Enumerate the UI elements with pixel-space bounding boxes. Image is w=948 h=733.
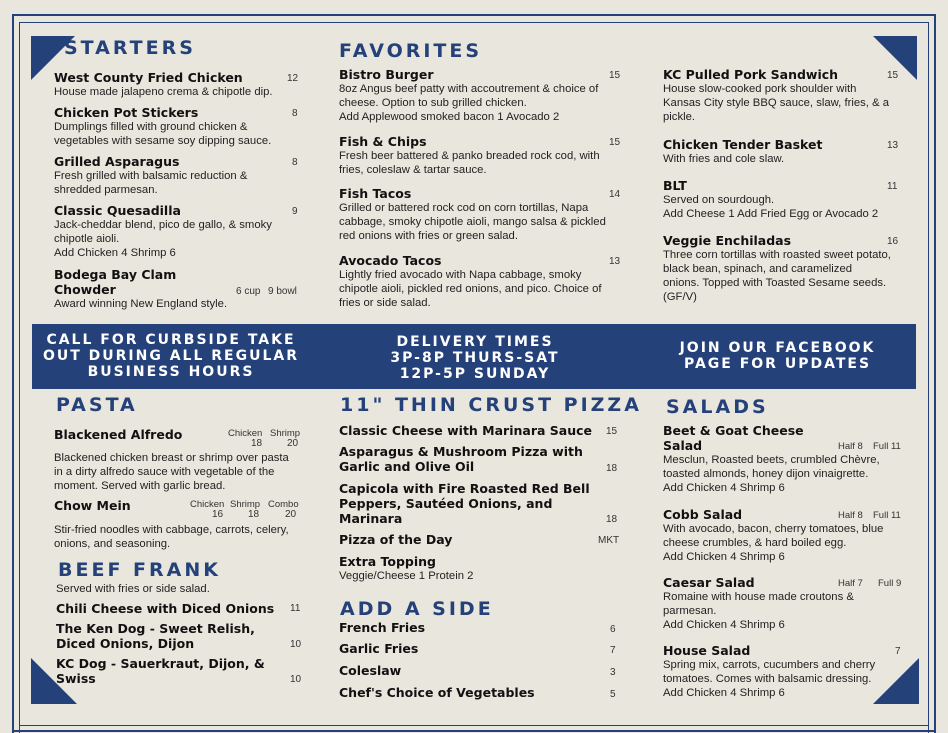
item-name: Garlic and Olive Oil — [339, 459, 475, 474]
item-desc: Add Cheese 1 Add Fried Egg or Avocado 2 — [663, 208, 879, 220]
item-desc: Stir-fried noodles with cabbage, carrots, celery, — [54, 524, 289, 536]
banner-line: DELIVERY TIMES — [396, 334, 554, 350]
item-desc: With fries and cole slaw. — [663, 153, 785, 165]
salads-title: SALADS — [666, 396, 769, 418]
item-price: 18 — [251, 438, 263, 449]
beef-frank-title: BEEF FRANK — [58, 559, 221, 581]
pizza-title: 11" THIN CRUST PIZZA — [340, 394, 642, 416]
price-half: Half 8 — [838, 510, 863, 521]
item-desc: pickle. — [663, 111, 696, 123]
item-desc: Romaine with house made croutons & — [663, 591, 854, 603]
item-name: West County Fried Chicken — [54, 70, 243, 85]
favorite-item — [339, 253, 629, 310]
item-desc: Add Chicken 4 Shrimp 6 — [54, 247, 176, 259]
item-name: Veggie Enchiladas — [663, 233, 792, 248]
item-price: 18 — [606, 463, 618, 474]
starter-item — [54, 203, 302, 260]
item-desc: Add Chicken 4 Shrimp 6 — [663, 687, 785, 699]
price-label: Shrimp — [230, 499, 261, 510]
item-price: 10 — [290, 639, 302, 650]
banner-curbside — [42, 332, 300, 380]
item-desc: parmesan. — [663, 605, 717, 617]
item-price: 8 — [292, 108, 298, 119]
item-desc: Grilled or battered rock cod on corn tortillas, Napa — [339, 202, 589, 214]
item-desc: Fresh beer battered & panko breaded rock cod, with — [339, 150, 600, 162]
item-name: KC Dog - Sauerkraut, Dijon, & — [56, 656, 265, 671]
item-desc: 8oz Angus beef patty with accoutrement & choice of — [339, 83, 599, 95]
item-price: 15 — [609, 137, 621, 148]
item-name: Chicken Pot Stickers — [54, 105, 199, 120]
pasta-title: PASTA — [56, 394, 138, 416]
item-name: Chicken Tender Basket — [663, 137, 823, 152]
favorite-item — [339, 186, 629, 243]
item-desc: Three corn tortillas with roasted sweet potato, — [663, 249, 891, 261]
price-full: Full 11 — [873, 510, 901, 521]
item-name: The Ken Dog - Sweet Relish, — [56, 621, 255, 636]
banner-line: 12P-5P SUNDAY — [399, 366, 551, 382]
item-desc: shredded parmesan. — [54, 184, 158, 196]
favorite-item — [663, 67, 903, 124]
item-desc: onions, and seasoning. — [54, 538, 171, 550]
item-name: Grilled Asparagus — [54, 154, 180, 169]
banner-line: JOIN OUR FACEBOOK — [679, 340, 876, 356]
beef-item — [56, 621, 286, 651]
pasta-desc — [54, 451, 304, 493]
item-name: Capicola with Fire Roasted Red Bell — [339, 481, 590, 496]
item-desc: Veggie/Cheese 1 Protein 2 — [339, 570, 474, 582]
item-price: 11 — [887, 181, 898, 192]
item-desc: House made jalapeno crema & chipotle dip. — [54, 86, 273, 98]
item-name: Caesar Salad — [663, 575, 755, 590]
frame-top-inner — [19, 22, 929, 23]
item-price: 20 — [285, 509, 297, 520]
frame-left-outer — [12, 14, 14, 733]
item-price-bowl: 9 bowl — [268, 286, 297, 297]
item-desc: red onions with fries or green salad. — [339, 230, 518, 242]
starter-item — [54, 105, 302, 148]
frame-bottom-outer — [12, 730, 936, 732]
pizza-item — [339, 481, 599, 526]
item-name: Cobb Salad — [663, 507, 743, 522]
item-desc: Blackened chicken breast or shrimp over pasta — [54, 452, 289, 464]
price-label: Shrimp — [270, 428, 301, 439]
item-desc: chipotle aioli. — [54, 233, 120, 245]
item-desc: toasted almonds, honey dijon vinaigrette. — [663, 468, 869, 480]
item-desc: With avocado, bacon, cherry tomatoes, blue — [663, 523, 884, 535]
item-price: 15 — [887, 70, 899, 81]
item-price: 7 — [610, 645, 616, 656]
item-desc: Add Chicken 4 Shrimp 6 — [663, 619, 785, 631]
pizza-item — [339, 554, 599, 583]
item-name: French Fries — [339, 620, 426, 635]
item-name: Diced Onions, Dijon — [56, 636, 195, 651]
pizza-item — [339, 532, 599, 547]
banner-line: 3P-8P THURS-SAT — [390, 350, 560, 366]
item-name: Chowder — [54, 282, 116, 297]
banner-line: PAGE FOR UPDATES — [683, 356, 872, 372]
item-name: Chili Cheese with Diced Onions — [56, 601, 275, 616]
item-desc: vegetables with sesame soy dipping sauce. — [54, 135, 272, 147]
frame-left-inner — [19, 22, 20, 733]
side-title: ADD A SIDE — [340, 598, 494, 620]
item-price: 9 — [292, 206, 298, 217]
item-price: 8 — [292, 157, 298, 168]
price-label: Chicken — [190, 499, 225, 510]
item-name: Avocado Tacos — [339, 253, 442, 268]
item-desc: moment. Served with garlic bread. — [54, 480, 226, 492]
salad-item — [663, 575, 903, 632]
item-name: KC Pulled Pork Sandwich — [663, 67, 839, 82]
item-name: Marinara — [339, 511, 403, 526]
banner-delivery — [350, 334, 600, 382]
item-name: Beet & Goat Cheese — [663, 423, 804, 438]
banner-facebook[interactable] — [655, 340, 900, 372]
item-desc: Spring mix, carrots, cucumbers and cherry — [663, 659, 876, 671]
item-desc: Add Applewood smoked bacon 1 Avocado 2 — [339, 111, 560, 123]
frame-top-outer — [12, 14, 936, 16]
favorite-item — [663, 178, 903, 221]
item-name: Classic Quesadilla — [54, 203, 181, 218]
item-name: Bodega Bay Clam — [54, 267, 177, 282]
item-desc: fries, coleslaw & tartar sauce. — [339, 164, 487, 176]
item-price: 20 — [287, 438, 299, 449]
item-desc: black bean, spinach, and caramelized — [663, 263, 853, 275]
price-full: Full 9 — [878, 578, 902, 589]
banner-line: BUSINESS HOURS — [87, 364, 255, 380]
frame-bottom-inner — [19, 725, 929, 726]
beef-frank-subtitle: Served with fries or side salad. — [56, 583, 210, 595]
salad-item — [663, 423, 903, 495]
beef-item — [56, 601, 286, 616]
item-desc: Fresh grilled with balsamic reduction & — [54, 170, 248, 182]
item-price: 6 — [610, 624, 616, 635]
item-price: 18 — [248, 509, 260, 520]
item-desc: in a dirty alfredo sauce with vegetable of the — [54, 466, 275, 478]
item-price: 14 — [609, 189, 621, 200]
beef-item — [56, 656, 286, 686]
item-price: 3 — [610, 667, 616, 678]
item-desc: Served on sourdough. — [663, 194, 775, 206]
favorite-item — [339, 134, 629, 177]
item-name: Pizza of the Day — [339, 532, 453, 547]
pasta-desc — [54, 523, 304, 551]
item-price-cup: 6 cup — [236, 286, 261, 297]
item-name: Coleslaw — [339, 663, 402, 678]
item-price: 16 — [212, 509, 224, 520]
favorites-title: FAVORITES — [339, 40, 483, 62]
item-desc: cabbage, smoky chipotle aioli, mango salsa & pickled — [339, 216, 606, 228]
item-name: Salad — [663, 438, 703, 453]
item-name: Blackened Alfredo — [54, 427, 183, 442]
item-price: MKT — [598, 535, 620, 546]
item-desc: (GF/V) — [663, 291, 697, 303]
price-label: Combo — [268, 499, 299, 510]
item-price: 5 — [610, 689, 616, 700]
item-desc: Add Chicken 4 Shrimp 6 — [663, 551, 785, 563]
item-price: 15 — [609, 70, 621, 81]
salad-item — [663, 507, 903, 564]
item-desc: cheese crumbles, & hard boiled egg. — [663, 537, 847, 549]
item-desc: onions. Topped with Toasted Sesame seeds. — [663, 277, 887, 289]
banner-line: OUT DURING ALL REGULAR — [42, 348, 300, 364]
banner-line: CALL FOR CURBSIDE TAKE — [46, 332, 296, 348]
price-full: Full 11 — [873, 441, 901, 452]
item-name: Bistro Burger — [339, 67, 434, 82]
price-label: Chicken — [228, 428, 263, 439]
pizza-item — [339, 423, 599, 438]
item-desc: fries or side salad. — [339, 297, 431, 309]
item-name: Classic Cheese with Marinara Sauce — [339, 423, 593, 438]
item-price: 10 — [290, 674, 302, 685]
item-name: Swiss — [56, 671, 96, 686]
item-desc: chipotle aioli, pickled red onions, and pico. Choice of — [339, 283, 602, 295]
frame-right-inner — [928, 22, 929, 733]
item-name: Asparagus & Mushroom Pizza with — [339, 444, 583, 459]
item-name: Peppers, Sautéed Onions, and — [339, 496, 553, 511]
pizza-item — [339, 444, 599, 474]
item-price: 11 — [290, 603, 301, 614]
favorite-item — [339, 67, 629, 124]
item-name: Chef's Choice of Vegetables — [339, 685, 535, 700]
item-name: Chow Mein — [54, 498, 131, 513]
item-price: 13 — [609, 256, 621, 267]
starter-item — [54, 154, 302, 197]
frame-right-outer — [934, 14, 936, 733]
item-desc: Kansas City style BBQ sauce, slaw, fries, & a — [663, 97, 890, 109]
price-half: Half 7 — [838, 578, 863, 589]
item-desc: House slow-cooked pork shoulder with — [663, 83, 857, 95]
item-name: Fish & Chips — [339, 134, 427, 149]
favorite-item — [663, 233, 903, 304]
item-desc: Award winning New England style. — [54, 298, 228, 310]
price-half: Half 8 — [838, 441, 863, 452]
item-name: Extra Topping — [339, 554, 437, 569]
item-name: BLT — [663, 178, 687, 193]
item-desc: Add Chicken 4 Shrimp 6 — [663, 482, 785, 494]
item-name: Garlic Fries — [339, 641, 419, 656]
item-name: Fish Tacos — [339, 186, 412, 201]
favorite-item — [663, 137, 903, 166]
item-desc: Dumplings filled with ground chicken & — [54, 121, 248, 133]
item-price: 18 — [606, 514, 618, 525]
item-desc: Mesclun, Roasted beets, crumbled Chèvre, — [663, 454, 880, 466]
item-desc: Lightly fried avocado with Napa cabbage, smoky — [339, 269, 582, 281]
starters-title: STARTERS — [64, 37, 196, 59]
item-name: House Salad — [663, 643, 751, 658]
item-price: 12 — [287, 73, 299, 84]
item-price: 13 — [887, 140, 899, 151]
salad-item — [663, 643, 903, 700]
item-price: 7 — [895, 646, 901, 657]
starter-item — [54, 70, 302, 99]
item-desc: tomatoes. Comes with balsamic dressing. — [663, 673, 872, 685]
starter-item — [54, 267, 302, 311]
item-desc: cheese. Option to sub grilled chicken. — [339, 97, 527, 109]
item-desc: Jack-cheddar blend, pico de gallo, & smoky — [54, 219, 272, 231]
item-price: 15 — [606, 426, 618, 437]
item-price: 16 — [887, 236, 899, 247]
